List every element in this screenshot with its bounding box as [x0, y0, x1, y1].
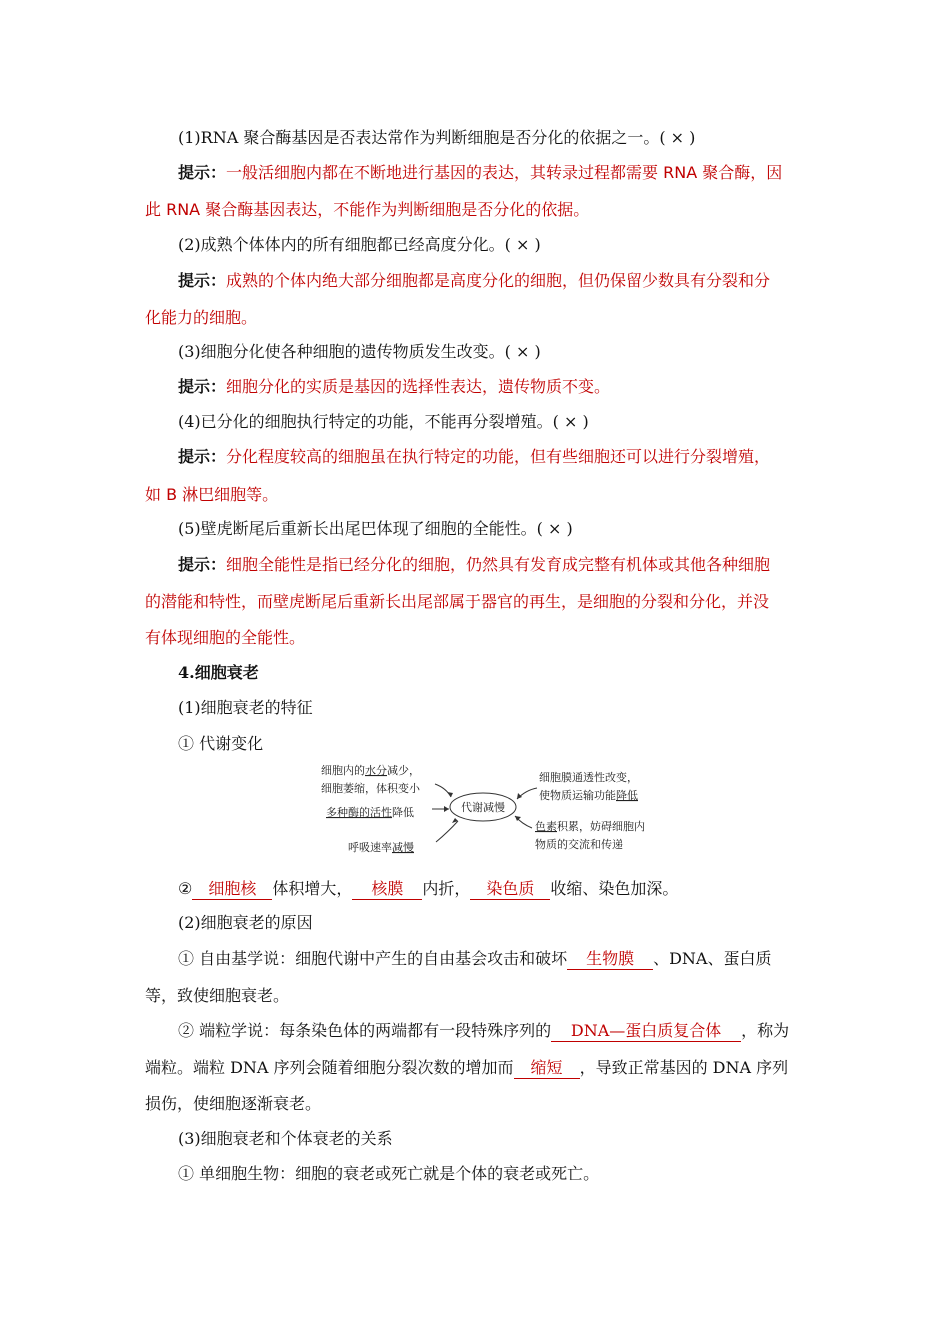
tip-1-text-a: 一般活细胞内都在不断地进行基因的表达，其转录过程都需要 RNA 聚合酶，因 [226, 163, 783, 182]
section-heading: 4.细胞衰老 [178, 663, 259, 682]
question-1: (1)RNA 聚合酶基因是否表达常作为判断细胞是否分化的依据之一。( × ) [178, 128, 696, 147]
arrowhead-5 [515, 816, 521, 821]
item-nucleus [178, 878, 840, 900]
top-left-line-1: 细胞内的水分减少， [321, 764, 420, 777]
item-2-text-c: 收缩、染色加深。 [550, 879, 679, 898]
tip-5-text-a: 细胞全能性是指已经分化的细胞，仍然具有发育成完整有机体或其他各种细胞 [226, 555, 771, 574]
tip-2-line-1 [178, 270, 840, 292]
tip-2-text-a: 成熟的个体内绝大部分细胞都是高度分化的细胞，但仍保留少数具有分裂和分 [226, 271, 771, 290]
bottom-right-line-1: 色素积累，妨碍细胞内 [535, 820, 645, 833]
bottom-left: 呼吸速率减慢 [348, 841, 414, 854]
tip-label: 提示： [178, 555, 227, 574]
arrow-bottom-left [436, 821, 458, 842]
free-radical-text-b: 、DNA、蛋白质 [653, 949, 772, 968]
top-right-line-1: 细胞膜通透性改变， [539, 771, 638, 784]
telomere-text-c: 端粒。端粒 DNA 序列会随着细胞分裂次数的增加而 [145, 1058, 514, 1077]
question-5: (5)壁虎断尾后重新长出尾巴体现了细胞的全能性。( × ) [178, 519, 573, 538]
telomere-line-2 [145, 1057, 807, 1079]
middle-left: 多种酶的活性降低 [326, 806, 414, 819]
tip-2-line-2: 化能力的细胞。 [145, 308, 258, 327]
tip-5-line-3: 有体现细胞的全能性。 [145, 628, 306, 647]
item-2-text-b: 内折， [422, 879, 471, 898]
telomere-line-1 [178, 1020, 840, 1042]
blank-nucleus: 细胞核 [192, 879, 272, 900]
subsection-1: (1)细胞衰老的特征 [178, 698, 313, 717]
item-single-cell: ① 单细胞生物：细胞的衰老或死亡就是个体的衰老或死亡。 [178, 1164, 600, 1183]
tip-1-line-1 [178, 162, 840, 184]
tip-4-line-2: 如 B 淋巴细胞等。 [145, 485, 279, 504]
telomere-line-3: 损伤，使细胞逐渐衰老。 [145, 1094, 322, 1113]
free-radical-line-2: 等，致使细胞衰老。 [145, 986, 290, 1005]
tip-5-line-1 [178, 554, 840, 576]
tip-3-text-a: 细胞分化的实质是基因的选择性表达，遗传物质不变。 [226, 377, 611, 396]
tip-3-line-1 [178, 376, 840, 398]
telomere-text-a: ② 端粒学说：每条染色体的两端都有一段特殊序列的 [178, 1021, 552, 1040]
top-left-line-2: 细胞萎缩，体积变小 [321, 782, 420, 795]
telomere-text-b: ，称为 [741, 1021, 790, 1040]
top-right-line-2: 使物质运输功能降低 [539, 789, 638, 802]
free-radical-text-a: ① 自由基学说：细胞代谢中产生的自由基会攻击和破坏 [178, 949, 568, 968]
free-radical-line-1 [178, 948, 840, 970]
subsection-2: (2)细胞衰老的原因 [178, 913, 313, 932]
tip-label: 提示： [178, 377, 227, 396]
arrowhead-2 [444, 806, 449, 812]
metabolism-diagram [318, 760, 668, 858]
blank-dna-protein-complex: DNA—蛋白质复合体 [551, 1021, 741, 1042]
tip-5-line-2: 的潜能和特性，而壁虎断尾后重新长出尾部属于器官的再生，是细胞的分裂和分化，并没 [145, 592, 770, 611]
bottom-right-line-2: 物质的交流和传递 [535, 838, 623, 851]
telomere-text-d: ，导致正常基因的 DNA 序列 [579, 1058, 789, 1077]
center-label: 代谢减慢 [461, 801, 505, 814]
item-2-marker: ② [178, 879, 193, 898]
arrowhead-4 [517, 793, 522, 799]
tip-1-line-2: 此 RNA 聚合酶基因表达，不能作为判断细胞是否分化的依据。 [145, 200, 590, 219]
blank-biomembrane: 生物膜 [567, 949, 653, 970]
blank-nuclear-membrane: 核膜 [352, 879, 422, 900]
item-2-text-a: 体积增大， [272, 879, 353, 898]
tip-4-line-1 [178, 446, 840, 468]
blank-shorten: 缩短 [514, 1058, 580, 1079]
tip-4-text-a: 分化程度较高的细胞虽在执行特定的功能，但有些细胞还可以进行分裂增殖， [226, 447, 771, 466]
arrow-top-left [435, 784, 451, 797]
subsection-3: (3)细胞衰老和个体衰老的关系 [178, 1129, 393, 1148]
tip-label: 提示： [178, 163, 227, 182]
tip-label: 提示： [178, 447, 227, 466]
question-4: (4)已分化的细胞执行特定的功能，不能再分裂增殖。( × ) [178, 412, 589, 431]
tip-label: 提示： [178, 271, 227, 290]
question-3: (3)细胞分化使各种细胞的遗传物质发生改变。( × ) [178, 342, 541, 361]
item-metabolism: ① 代谢变化 [178, 734, 264, 753]
question-2: (2)成熟个体体内的所有细胞都已经高度分化。( × ) [178, 235, 541, 254]
blank-chromatin: 染色质 [470, 879, 550, 900]
